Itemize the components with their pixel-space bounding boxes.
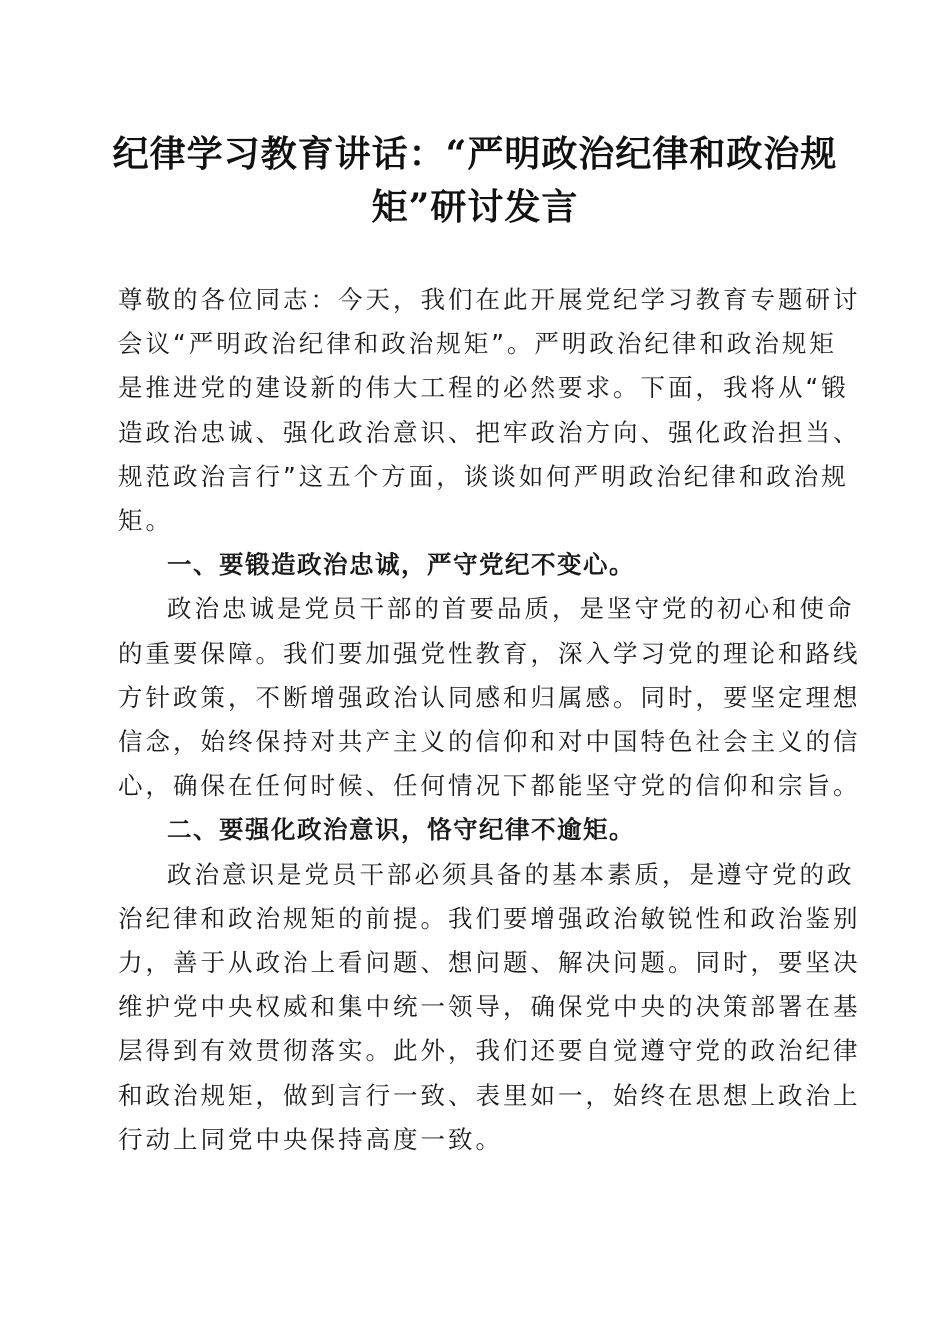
- text-line: 的重要保障。我们要加强党性教育，深入学习党的理论和路线: [118, 638, 861, 668]
- text-line: 是推进党的建设新的伟大工程的必然要求。下面，我将从“锻: [118, 373, 849, 403]
- text-line: 维护党中央权威和集中统一领导，确保党中央的决策部署在基: [118, 992, 861, 1022]
- text-line: 政治忠诚是党员干部的首要品质，是坚守党的初心和使命: [167, 594, 855, 624]
- text-line: 造政治忠诚、强化政治意识、把牢政治方向、强化政治担当、: [118, 417, 861, 447]
- section-heading-2: 二、要强化政治意识，恪守纪律不逾矩。: [167, 815, 635, 845]
- section-2-paragraph: [118, 853, 861, 1162]
- text-line: 和政治规矩，做到言行一致、表里如一，始终在思想上政治上: [118, 1080, 861, 1110]
- opening-paragraph: [118, 278, 861, 543]
- text-line: 政治意识是党员干部必须具备的基本素质，是遵守党的政: [167, 859, 855, 889]
- text-line: 心，确保在任何时候、任何情况下都能坚守党的信仰和宗旨。: [118, 771, 861, 801]
- title-line-2: 矩”研讨发言: [371, 186, 579, 228]
- text-line: 治纪律和政治规矩的前提。我们要增强政治敏锐性和政治鉴别: [118, 903, 861, 933]
- title-line-1: 纪律学习教育讲话：“严明政治纪律和政治规: [112, 133, 838, 175]
- text-line: 方针政策，不断增强政治认同感和归属感。同时，要坚定理想: [118, 682, 861, 712]
- section-heading-1: 一、要锻造政治忠诚，严守党纪不变心。: [167, 550, 635, 580]
- text-line: 力，善于从政治上看问题、想问题、解决问题。同时，要坚决: [118, 948, 861, 978]
- document-body: [118, 278, 861, 1162]
- text-line: 行动上同党中央保持高度一致。: [118, 1124, 503, 1154]
- text-line: 信念，始终保持对共产主义的信仰和对中国特色社会主义的信: [118, 727, 861, 757]
- text-line: 尊敬的各位同志：今天，我们在此开展党纪学习教育专题研讨: [118, 285, 861, 314]
- text-line: 层得到有效贯彻落实。此外，我们还要自觉遵守党的政治纪律: [118, 1036, 861, 1066]
- document-title: [110, 128, 840, 234]
- text-line: 规范政治言行”这五个方面，谈谈如何严明政治纪律和政治规: [118, 461, 849, 491]
- section-1-paragraph: [118, 587, 861, 808]
- text-line: 矩。: [118, 506, 173, 536]
- text-line: 会议“严明政治纪律和政治规矩”。严明政治纪律和政治规矩: [118, 329, 837, 359]
